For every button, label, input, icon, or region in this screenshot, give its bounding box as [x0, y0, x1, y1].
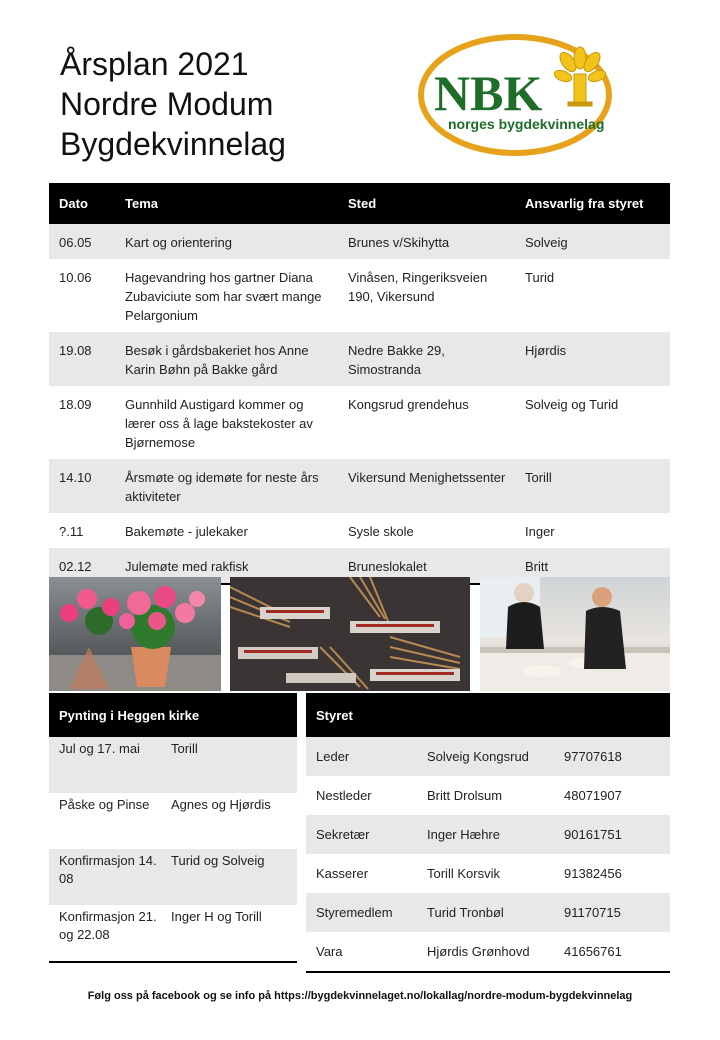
cell-role: Nestleder — [316, 788, 372, 803]
table-row — [49, 849, 297, 905]
title-line: Bygdekvinnelag — [60, 126, 286, 162]
col-header-sted: Sted — [338, 183, 515, 224]
cell-ansvarlig: Solveig og Turid — [525, 397, 619, 412]
cell-role: Styremedlem — [306, 893, 417, 932]
cell-when: Jul og 17. mai — [49, 737, 161, 793]
cell-tema: Julemøte med rakfisk — [115, 548, 338, 584]
cell-role: Vara — [306, 932, 417, 972]
cell-name: Inger Hæhre — [417, 815, 554, 854]
baking-illustration — [480, 577, 670, 691]
cell-name: Torill Korsvik — [427, 866, 500, 881]
cell-who: Agnes og Hjørdis — [171, 797, 271, 812]
bakstekoster-photo — [230, 577, 470, 691]
table-row — [49, 259, 670, 332]
cell-ansvarlig: Hjørdis — [515, 332, 670, 386]
table-row — [49, 332, 670, 386]
cell-dato: 18.09 — [59, 397, 92, 412]
arsplan-table — [49, 183, 670, 585]
table-row — [306, 815, 670, 854]
table-row — [49, 224, 670, 259]
cell-sted: Kongsrud grendehus — [348, 397, 469, 412]
cell-dato: 06.05 — [49, 224, 115, 259]
table-row — [49, 905, 297, 962]
cell-role: Sekretær — [306, 815, 417, 854]
table-row — [49, 386, 670, 459]
title-line: Nordre Modum — [60, 86, 274, 122]
table-row — [306, 854, 670, 893]
pelargonium-photo — [49, 577, 221, 691]
cell-ansvarlig: Inger — [525, 524, 555, 539]
cell-tema: Årsmøte og idemøte for neste års aktiviteter — [115, 459, 338, 513]
cell-who: Torill — [161, 737, 297, 793]
pynting-title: Pynting i Heggen kirke — [49, 693, 297, 737]
cell-ansvarlig: Britt — [515, 548, 670, 584]
table-header-row — [49, 183, 670, 224]
logo-subtitle: norges bygdekvinnelag — [448, 116, 605, 132]
cell-tema: Bakemøte - julekaker — [125, 524, 248, 539]
col-header-dato: Dato — [49, 183, 115, 224]
cell-phone: 41656761 — [554, 932, 670, 972]
cell-sted: Vinåsen, Ringeriksveien 190, Vikersund — [348, 270, 488, 304]
cell-sted: Sysle skole — [348, 524, 414, 539]
styret-title: Styret — [306, 693, 670, 737]
footer-text: Følg oss på facebook og se info på https://bygdekvinnelaget.no/lokallag/nordre-modum-bygdekvinnelag — [87, 990, 633, 1002]
cell-name: Britt Drolsum — [427, 788, 503, 803]
cell-tema: Gunnhild Austigard kommer og lærer oss å lage bakstekoster av Bjørnemose — [125, 397, 313, 450]
cell-tema: Kart og orientering — [115, 224, 338, 259]
cell-ansvarlig: Turid — [525, 270, 555, 285]
cell-ansvarlig: Solveig — [515, 224, 670, 259]
table-row — [49, 513, 670, 548]
logo-letters: NBK — [434, 65, 543, 121]
col-header-ansvarlig: Ansvarlig fra styret — [515, 183, 670, 224]
table-row — [306, 893, 670, 932]
cell-dato: 14.10 — [49, 459, 115, 513]
cell-sted: Bruneslokalet — [338, 548, 515, 584]
cell-sted: Brunes v/Skihytta — [338, 224, 515, 259]
cell-phone: 91170715 — [554, 893, 670, 932]
table-row — [306, 737, 670, 776]
cell-name: Turid Tronbøl — [417, 893, 554, 932]
cell-who: Turid og Solveig — [161, 849, 297, 905]
cell-when: Konfirmasjon 21. og 22.08 — [49, 905, 161, 962]
cell-tema: Hagevandring hos gartner Diana Zubaviciute som har svært mange Pelargonium — [125, 270, 322, 323]
cell-when: Påske og Pinse — [59, 797, 150, 812]
cell-name: Solveig Kongsrud — [417, 737, 554, 776]
table-row — [306, 776, 670, 815]
cell-dato: ?.11 — [59, 524, 84, 539]
baking-photo — [480, 577, 670, 691]
cell-phone: 90161751 — [554, 815, 670, 854]
cell-dato: 10.06 — [59, 270, 92, 285]
cell-ansvarlig: Torill — [515, 459, 670, 513]
cell-phone: 48071907 — [564, 788, 622, 803]
table-row — [306, 932, 670, 972]
cell-name: Hjørdis Grønhovd — [417, 932, 554, 972]
styret-table — [306, 693, 670, 973]
cell-tema: Besøk i gårdsbakeriet hos Anne Karin Bøhn på Bakke gård — [115, 332, 338, 386]
cell-sted: Nedre Bakke 29, Simostranda — [338, 332, 515, 386]
cell-role: Kasserer — [316, 866, 369, 881]
table-row — [49, 793, 297, 849]
cell-role: Leder — [306, 737, 417, 776]
col-header-tema: Tema — [115, 183, 338, 224]
cell-who: Inger H og Torill — [161, 905, 297, 962]
pynting-table — [49, 693, 297, 963]
cell-when: Konfirmasjon 14. 08 — [49, 849, 161, 905]
title-line: Årsplan 2021 — [60, 46, 249, 82]
cell-dato: 19.08 — [49, 332, 115, 386]
pelargonium-illustration — [49, 577, 221, 691]
cell-dato: 02.12 — [49, 548, 115, 584]
cell-sted: Vikersund Menighetssenter — [338, 459, 515, 513]
table-row — [49, 459, 670, 513]
bakstekoster-illustration — [230, 577, 470, 691]
nbk-logo — [418, 32, 612, 158]
page-title — [60, 44, 286, 164]
table-row — [49, 737, 297, 793]
cell-phone: 97707618 — [554, 737, 670, 776]
cell-phone: 91382456 — [564, 866, 622, 881]
